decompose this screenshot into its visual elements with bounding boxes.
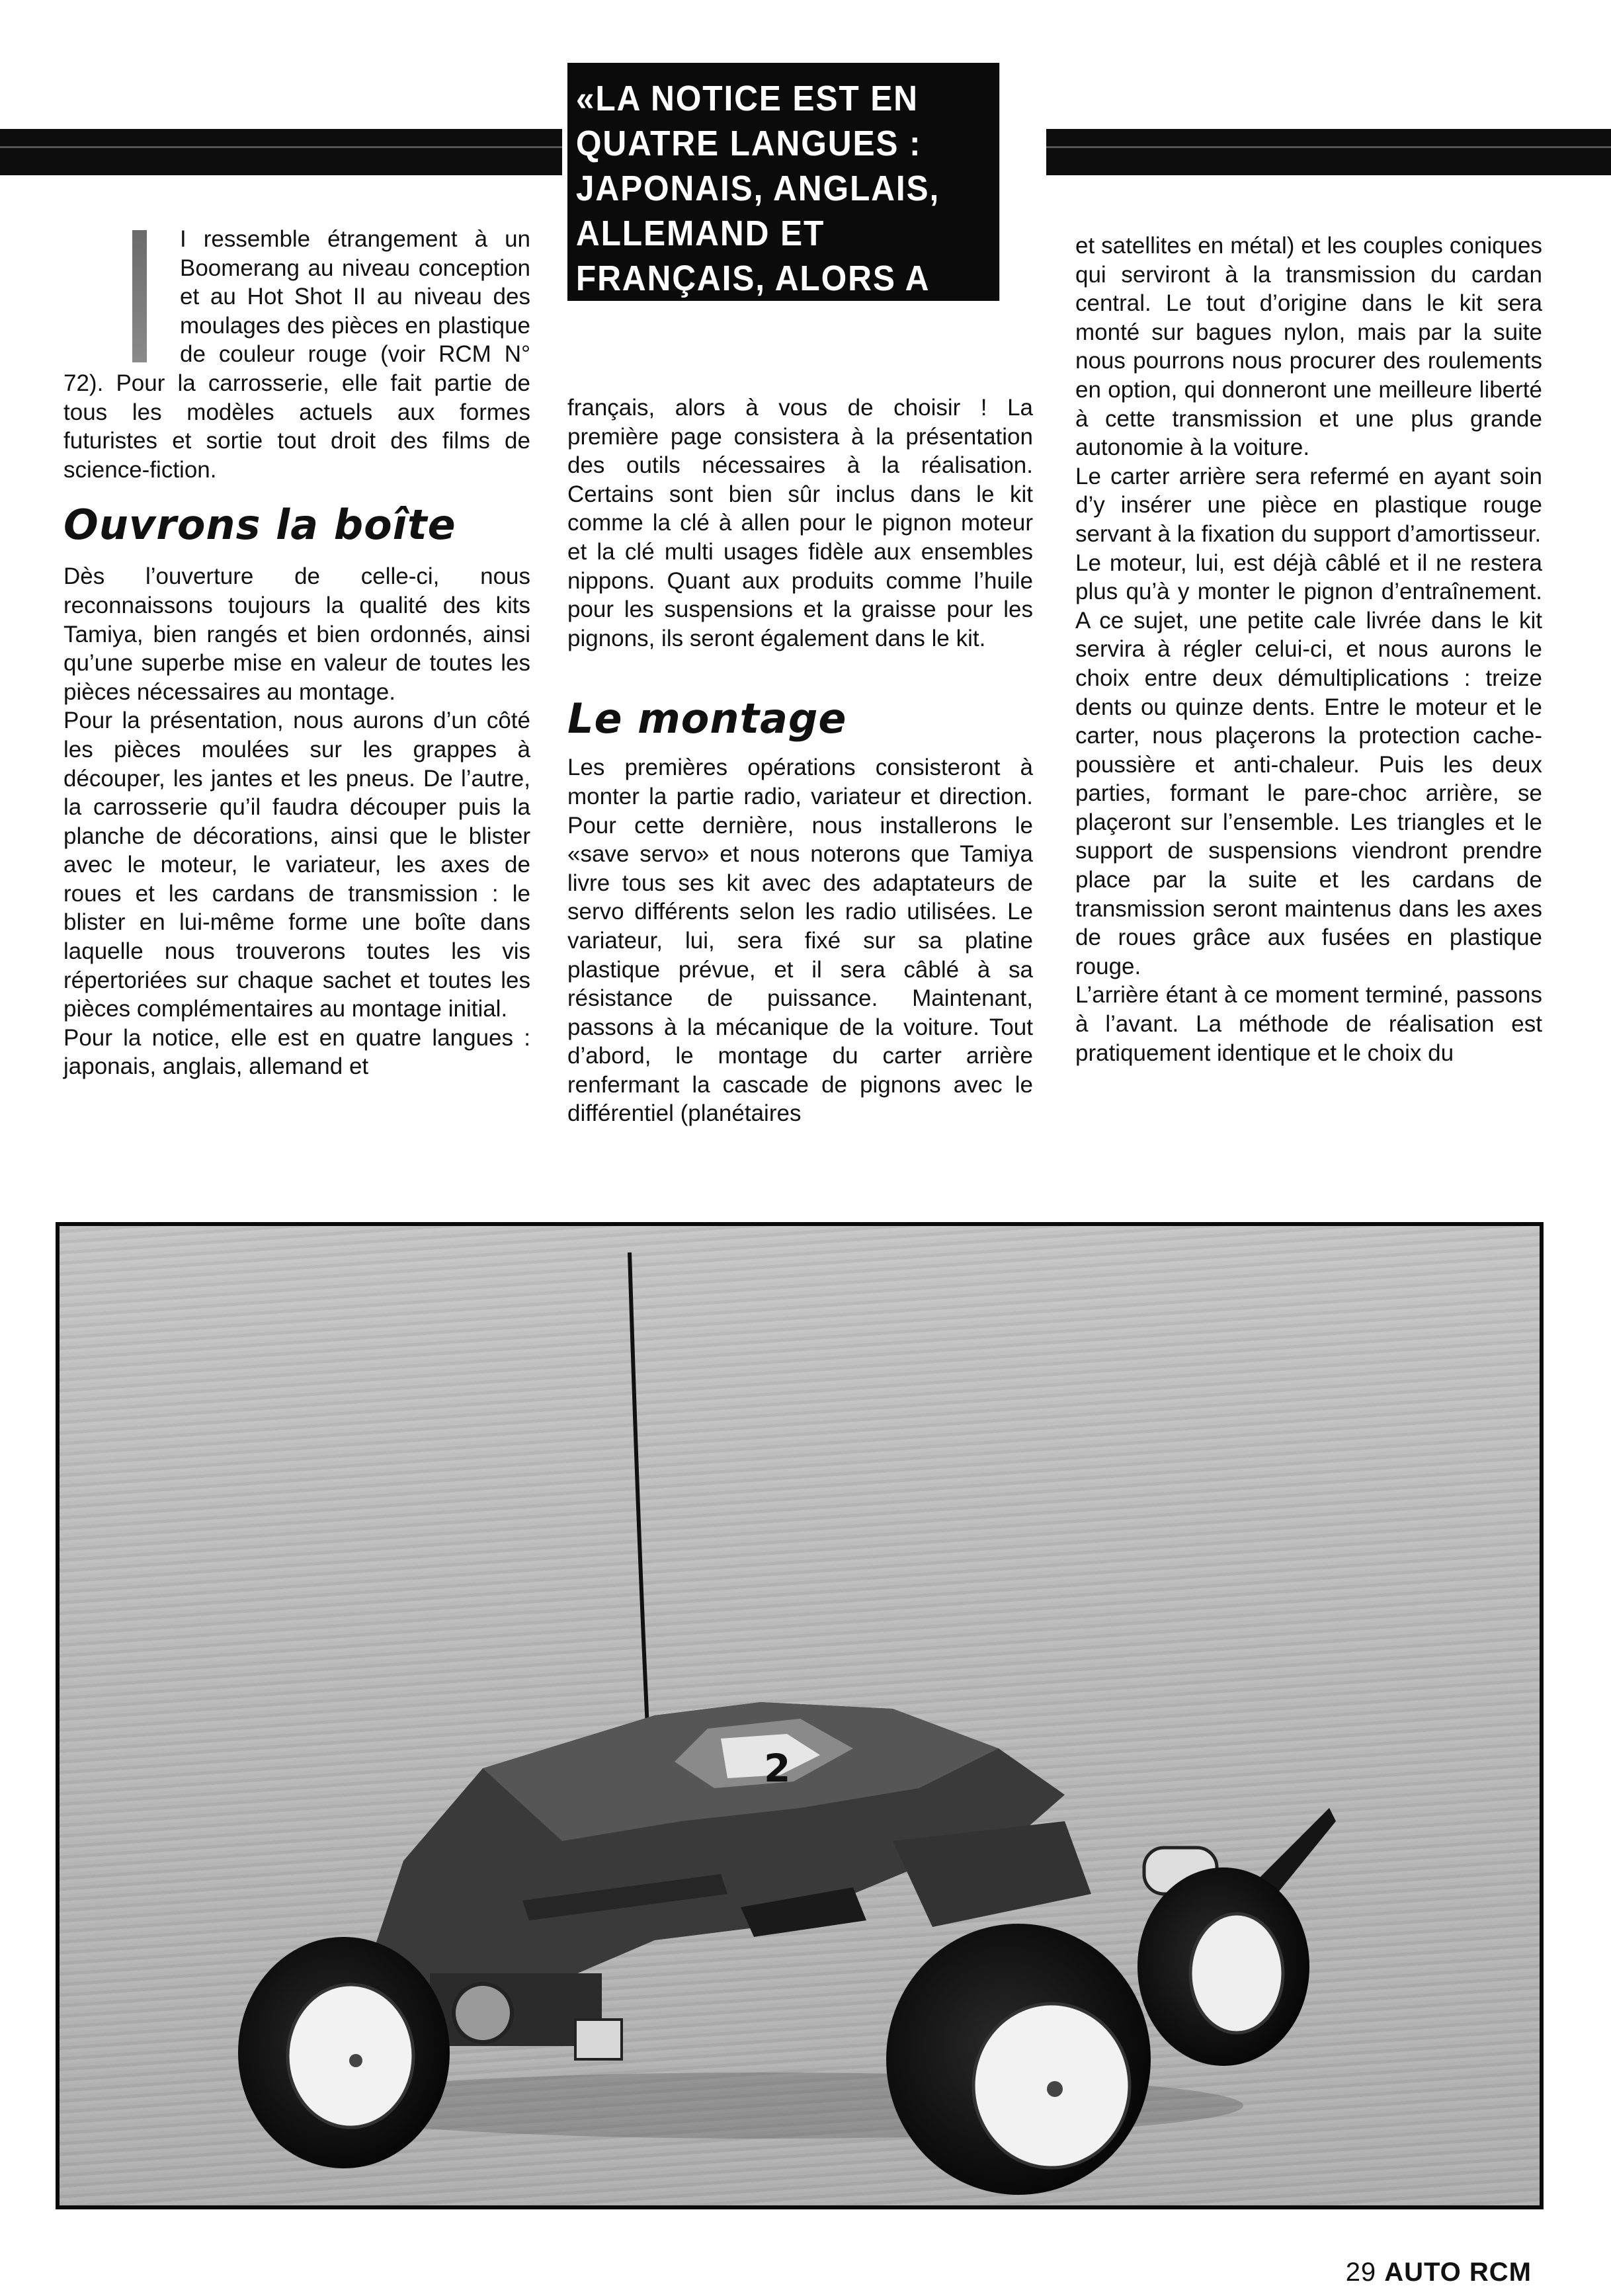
paragraph: L’arrière étant à ce moment terminé, passons à l’avant. La méthode de réalisation est pratiquement identique et le choix du bbox=[1075, 982, 1542, 1066]
body-number: 2 bbox=[764, 1746, 791, 1791]
magazine-name: AUTO RCM bbox=[1384, 2258, 1532, 2287]
page-number: 29 bbox=[1345, 2258, 1377, 2287]
paragraph: Les premières opérations consisteront à monter la partie radio, variateur et direction. Pour cette dernière, nous installerons le «save servo» et nous noterons que Tamiya livre tous ses kit avec des adaptateurs de servo différents selon les radio utilisées. Le variateur, lui, sera fixé sur sa platine plastique prévue, et il sera câblé à sa résistance de puissance. Maintenant, passons à la mécanique de la voiture. Tout d’abord, le montage du carter arrière renfermant la cascade de pignons avec le différentiel (planétaires bbox=[567, 755, 1033, 1127]
paragraph: Le moteur, lui, est déjà câblé et il ne restera plus qu’à y monter le pignon d’entraînement. A ce sujet, une petite cale livrée dans le kit servira à régler celui-ci, et nous aurons le choix entre deux démultiplications : treize dents ou quinze dents. Entre le moteur et le carter, nous plaçerons la protection cache-poussière et anti-chaleur. Puis les deux parties, formant le pare-choc arrière, se plaçeront sur l’ensemble. Les triangles et le support de suspensions viendront prendre place par la suite et les cardans de transmission seront maintenus dans les axes de roues grâce aux fusées en plastique rouge. bbox=[1075, 550, 1542, 979]
header-rule-right bbox=[1046, 129, 1611, 175]
page-footer bbox=[1346, 2256, 1532, 2288]
intro-paragraph: I ressemble étrangement à un Boomerang au niveau conception et au Hot Shot II au niveau des moulages des pièces en plastique de couleur rouge (voir RCM N° 72). Pour la carrosserie, elle fait partie de tous les modèles actuels aux formes futuristes et sortie tout droit des films de science-fiction. bbox=[63, 226, 530, 483]
rear-wheel bbox=[238, 1937, 450, 2168]
section-heading-montage: Le montage bbox=[567, 694, 847, 743]
rc-buggy-illustration bbox=[60, 1226, 1540, 2205]
paragraph: Le carter arrière sera refermé en ayant soin d’y insérer une pièce en plastique rouge servant à la fixation du support d’amortisseur. bbox=[1075, 463, 1542, 547]
column-3 bbox=[1075, 231, 1542, 1067]
column-1 bbox=[63, 225, 530, 1081]
header-rule-left bbox=[0, 129, 562, 175]
section-heading-ouvrons: Ouvrons la boîte bbox=[63, 501, 456, 550]
drop-cap-bar bbox=[132, 230, 147, 362]
rc-buggy-photo bbox=[56, 1222, 1544, 2209]
front-wheel bbox=[1137, 1867, 1309, 2066]
paragraph: Pour la présentation, nous aurons d’un côté les pièces moulées sur les grappes à découper, les jantes et les pneus. De l’autre, la carrosserie qu’il faudra découper puis la planche de décorations, ainsi que le blister avec le moteur, le variateur, les axes de roues et les cardans de transmission : le blister en lui-même forme une boîte dans laquelle nous trouverons toutes les vis répertoriées sur chaque sachet et toutes les pièces complémentaires au montage initial. bbox=[63, 708, 530, 1022]
pull-quote: «LA NOTICE EST EN QUATRE LANGUES : JAPONAIS, ANGLAIS, ALLEMAND ET FRANÇAIS, ALORS A VOUS DE CHOISIR...» bbox=[567, 63, 999, 301]
paragraph: Pour la notice, elle est en quatre langues : japonais, anglais, allemand et bbox=[63, 1024, 530, 1080]
column-2 bbox=[567, 393, 1033, 1128]
middle-wheel bbox=[886, 1924, 1151, 2195]
paragraph: français, alors à vous de choisir ! La première page consistera à la présentation des outils nécessaires à la réalisation. Certains sont bien sûr inclus dans le kit comme la clé à allen pour le pignon moteur et la clé multi usages fidèle aux ensembles nippons. Quant aux produits comme l’huile pour les suspensions et la graisse pour les pignons, ils seront également dans le kit. bbox=[567, 395, 1033, 651]
paragraph: Dès l’ouverture de celle-ci, nous reconnaissons toujours la qualité des kits Tamiya, bien rangés et bien ordonnés, ainsi qu’une superbe mise en valeur de toutes les pièces nécessaires au montage. bbox=[63, 563, 530, 705]
paragraph: et satellites en métal) et les couples coniques qui serviront à la transmission du cardan central. Le tout d’origine dans le kit sera monté sur bagues nylon, mais par la suite nous pourrons nous procurer des roulements en option, qui donneront une meilleure liberté à cette transmission et une plus grande autonomie à la voiture. bbox=[1075, 233, 1542, 461]
